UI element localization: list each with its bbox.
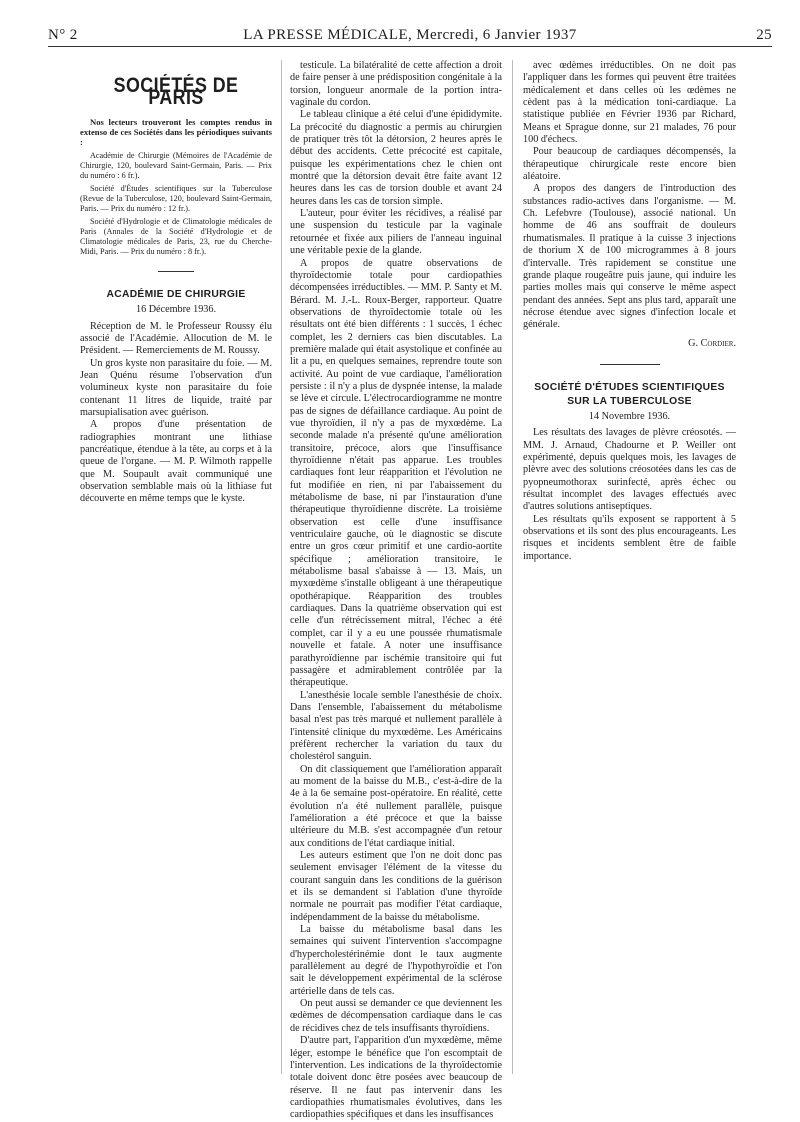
session-date: 16 Décembre 1936.	[135, 304, 217, 316]
paragraph: Les résultats des lavages de plèvre créosotés. — MM. J. Arnaud, Chadourne et P. Weiller ont expérimenté, depuis quelques mois, les lavages de plèvre avec des solutions créosotées dans les cas de pyopneumothorax surinfecté, après échec ou résultat incomplet des lavages effectués avec d'autres solutions antiseptiques.	[523, 427, 736, 513]
paragraph: L'auteur, pour éviter les récidives, a réalisé par une suspension du testicule par la vaginale retournée et fixée aux piliers de l'anneau inguinal une véritable pexie de la glande.	[290, 208, 502, 257]
paragraph: Les auteurs estiment que l'on ne doit donc pas seulement envisager l'élément de la vitesse du courant sanguin dans les conditions de la guérison et ils se demandent si l'ablation d'une thyroïde normale ne pourrait pas modifier l'état cardiaque, indépendamment de la baisse du métabolisme.	[290, 850, 502, 923]
intro-note: Nos lecteurs trouveront les comptes rendus in extenso de ces Sociétés dans les périodiques suivants :	[80, 116, 272, 148]
society-entry: Académie de Chirurgie (Mémoires de l'Académie de Chirurgie, 120, boulevard Saint-Germain, Paris. — Prix du numéro : 6 fr.).	[80, 151, 272, 181]
right-column	[523, 60, 736, 1074]
section-heading: ACADÉMIE DE CHIRURGIE	[106, 289, 246, 301]
column-rule	[512, 60, 513, 1074]
society-entry: Société d'Hydrologie et de Climatologie médicales de Paris (Annales de la Société d'Hydrologie et de Climatologie médicales de Paris, 23, rue du Cherche-Midi, Paris. — Prix du numéro : 8 fr.).	[80, 217, 272, 257]
page-header	[48, 22, 772, 47]
section-title: SOCIÉTÉS DE PARIS	[113, 74, 239, 110]
issue-number: N° 2	[48, 27, 78, 43]
author-signature: G. Cordier.	[688, 337, 736, 349]
separator-rule	[158, 271, 194, 272]
middle-column	[290, 60, 502, 1121]
paragraph: Pour beaucoup de cardiaques décompensés, la thérapeutique chirurgicale reste encore bien aléatoire.	[523, 146, 736, 183]
page-number: 25	[756, 27, 772, 43]
paragraph: A propos d'une présentation de radiographies montrant une lithiase pancréatique, étendue à la tête, au corps et à la queue de l'organe. — M. P. Wilmoth rappelle que M. Soupault avait communiqué une observation semblable mais où la lithiase fut découverte en même temps que le kyste.	[80, 419, 272, 505]
paragraph: avec œdèmes irréductibles. On ne doit pas l'appliquer dans les formes qui peuvent être traitées médicalement et dans celles où les œdèmes ne cèdent pas à la médication toni-cardiaque. La statistique publiée en Février 1936 par Richard, Means et Sprague donne, sur 21 malades, 76 pour 100 d'échecs.	[523, 60, 736, 146]
paragraph: Les résultats qu'ils exposent se rapportent à 5 observations et ils sont des plus encourageants. Les risques et incidents semblent être de faible importance.	[523, 513, 736, 562]
journal-title: LA PRESSE MÉDICALE, Mercredi, 6 Janvier 1937	[243, 27, 577, 43]
paragraph: Un gros kyste non parasitaire du foie. — M. Jean Quénu résume l'observation d'un volumineux kyste non parasitaire du foie contenant 11 litres de liquide, traité par marsupialisation avec guérison.	[80, 357, 272, 419]
separator-rule	[600, 364, 660, 365]
column-rule	[281, 60, 282, 1074]
paragraph: On dit classiquement que l'amélioration apparaît au moment de la baisse du M.B., c'est-à-dire de la 4e à la 6e semaine post-opératoire. En réalité, cette évolution n'a été nullement parallèle, puisque l'amélioration a été précoce et que la baisse ultérieure du M.B. s'est accompagnée d'un retour aux conditions de l'état cardiaque initial.	[290, 763, 502, 849]
paragraph: L'anesthésie locale semble l'anesthésie de choix. Dans l'ensemble, l'abaissement du métabolisme basal n'est pas très marqué et nullement parallèle à l'intensité clinique du myxœdème. Les Américains préfèrent rechercher la variation du taux du cholestérol sanguin.	[290, 689, 502, 763]
paragraph: On peut aussi se demander ce que deviennent les œdèmes de décompensation cardiaque dans le cas de récidives chez de tels insuffisants thyroïdiens.	[290, 998, 502, 1034]
paragraph: A propos de quatre observations de thyroïdectomie totale pour cardiopathies décompensées irréductibles. — MM. P. Santy et M. Bérard. M. J.-L. Roux-Berger, rapporteur. Quatre observations de thyroïdectomie totale où les résultats ont été bien différents : 1 succès, 1 échec complet, les 2 derniers cas bien discutables. La première malade qui était asystolique et confinée au lit a pu, en quelques semaines, reprendre toute son activité. Au point de vue cardiaque, l'amélioration persiste : il n'y a plus de dyspnée intense, la malade se lève et circule. L'électrocardiogramme ne montre pas de signes de défaillance cardiaque. Au point de vue thyroïdien, il n'y a pas de myxœdème. La seconde malade n'a présenté qu'une amélioration transitoire, précoce, alors que l'insuffisance thyroïdienne n'était pas apparue. Les troubles cardiaques font leur réapparition et l'évolution ne fut modifiée en rien, ni par l'abaissement du métabolisme de base, ni par l'instauration d'une thérapeutique thyroïdienne discrète. La troisième observation est celle d'une insuffisance ventriculaire gauche, où le diagnostic se discute entre un gros cœur primitif et une cardio-aortite spécifique ; amélioration transitoire, le métabolisme basal s'abaisse à — 13. Mais, un myxœdème s'installe obligeant à une thérapeutique opothérapique. Réapparition des troubles cardiaques. Dans la quatrième observation qui est celle d'un rétrécissement mitral, l'échec a été complet, car il y a eu une poussée rhumatismale nouvelle et fatale. A noter une insuffisance parathyroïdienne par ischémie transitoire qui fut passagère et admirablement contrôlée par la thérapeutique.	[290, 257, 502, 689]
paragraph: A propos des dangers de l'introduction des substances radio-actives dans l'organisme. — M. Ch. Lefebvre (Toulouse), associé national. Un homme de 46 ans souffrait de douleurs rhumatismales. Il pratique à la cuisse 3 injections de thorium X de 100 microgrammes à 8 jours d'intervalle. Très rapidement se constitue une grande plaque rougeâtre puis jaune, qui induire les parties molles mais qui conserve le même aspect pendant des années. Sept ans plus tard, apparaît une nécrose étendue avec signes d'infection locale et générale.	[523, 183, 736, 331]
paragraph: Réception de M. le Professeur Roussy élu associé de l'Académie. Allocution de M. le Président. — Remerciements de M. Roussy.	[80, 320, 272, 357]
paragraph: La baisse du métabolisme basal dans les semaines qui suivent l'intervention s'accompagne d'hypercholestérinémie dont le taux augmente parallèlement au degré de l'hypothyroïdie et l'on sait le développement expérimental de la sclérose artérielle dans de tels cas.	[290, 924, 502, 997]
section-heading: SOCIÉTÉ D'ÉTUDES SCIENTIFIQUES SUR LA TUBERCULOSE	[534, 381, 725, 407]
paragraph: D'autre part, l'apparition d'un myxœdème, même léger, estompe le bénéfice que l'on escomptait de l'intervention. Les indications de la thyroïdectomie totale doivent donc être posées avec beaucoup de réserve. Il ne faut pas intervenir dans les cardiopathies rhumatismales évolutives, dans les cardiopathies spécifiques et dans les insuffisances	[290, 1035, 502, 1121]
session-date: 14 Novembre 1936.	[588, 410, 671, 422]
paragraph: Le tableau clinique a été celui d'une épididymite. La précocité du diagnostic a permis au chirurgien de pratiquer très tôt la détorsion, 2 heures après le début des accidents. Cette précocité est capitale, puisque les expérimentations chez le chien ont montré que la détorsion devait être faite avant 12 heures dans les cas de torsion double et avant 24 heures dans les cas de torsion simple.	[290, 109, 502, 207]
left-column	[80, 60, 272, 1074]
paragraph: testicule. La bilatéralité de cette affection a droit de faire penser à une prédisposition congénitale à la torsion, longueur anormale de la portion intra-vaginale du cordon.	[290, 60, 502, 109]
society-entry: Société d'Études scientifiques sur la Tuberculose (Revue de la Tuberculose, 120, boulevard Saint-Germain, Paris. — Prix du numéro : 12 fr.).	[80, 184, 272, 214]
